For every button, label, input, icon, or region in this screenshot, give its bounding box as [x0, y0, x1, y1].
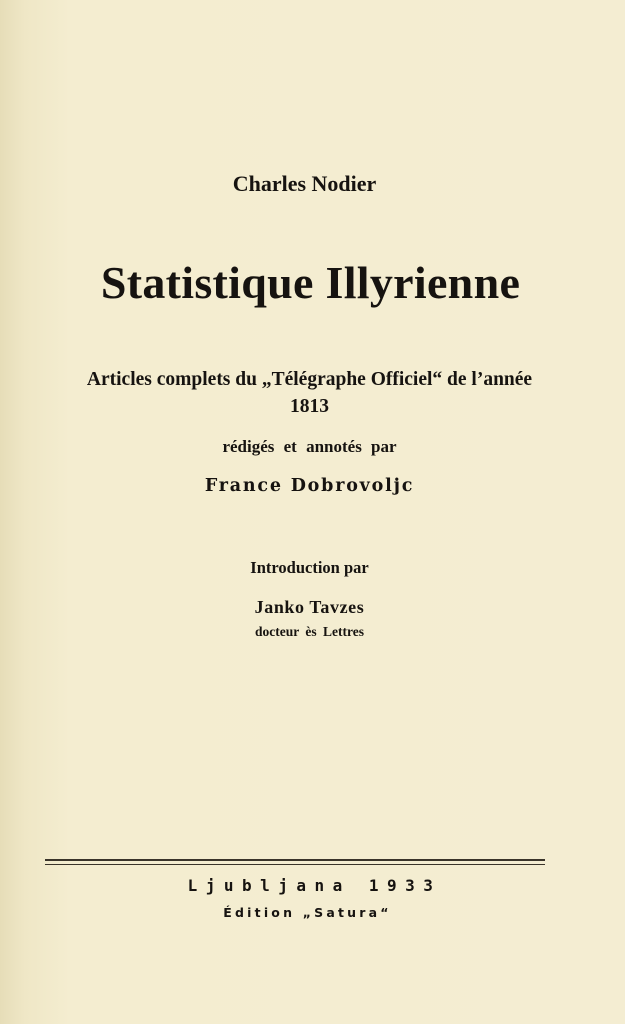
place-year: Ljubljana 1933 — [187, 876, 442, 895]
divider-rule-bottom — [45, 864, 545, 865]
subtitle-line-1: Articles complets du „Télégraphe Officiel“ de l’année — [86, 369, 533, 390]
subtitle-line-2: 1813 — [290, 396, 329, 417]
introduction-author: Janko Tavzes — [254, 597, 365, 617]
book-author: Charles Nodier — [232, 171, 377, 196]
introduction-author-degree: docteur ès Lettres — [255, 624, 364, 639]
publisher: Édition „Satura“ — [223, 905, 392, 920]
editor-name: France Dobrovoljc — [204, 476, 415, 496]
divider-rule-top — [45, 859, 545, 861]
book-title: Statistique Illyrienne — [100, 257, 521, 308]
edited-by-label: rédigés et annotés par — [222, 437, 397, 456]
introduction-label: Introduction par — [250, 558, 369, 577]
